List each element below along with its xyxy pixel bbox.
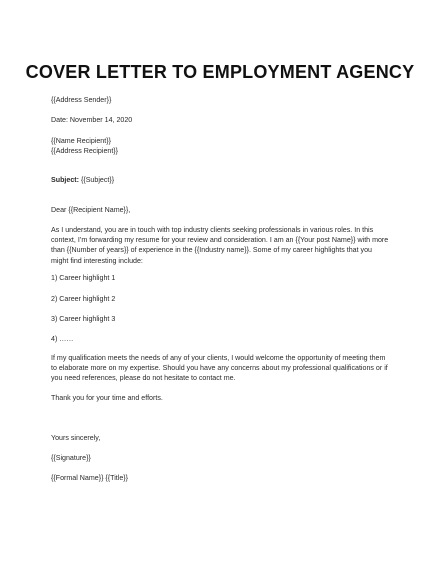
subject-value: {{Subject}}: [78, 176, 115, 184]
name-recipient: {{Name Recipient}}: [51, 137, 111, 145]
formal-name-title: {{Formal Name}} {{Title}}: [51, 474, 129, 482]
highlight-item-2: 2) Career highlight 2: [51, 295, 116, 303]
salutation: Dear {{Recipient Name}},: [51, 206, 131, 214]
paragraph-qualification: If my qualification meets the needs of any of your clients, I would welcome the opportunity of meeting them to elaborate more on my expertise. Should you have any concerns about my professional qualifications or if you need references, please do not hesitate to contact me.: [51, 354, 388, 383]
highlight-item-4: 4) ……: [51, 335, 74, 343]
closing-line: Yours sincerely,: [51, 434, 101, 442]
document-title: COVER LETTER TO EMPLOYMENT AGENCY: [25, 62, 415, 82]
subject-line: [51, 175, 391, 185]
date-line: Date: November 14, 2020: [51, 116, 133, 124]
paragraph-intro: As I understand, you are in touch with top industry clients seeking professionals in various roles. In this context, I’m forwarding my resume for your review and consideration. I am an {{Your post Name}} with more than {{Number of years}} of experience in the {{Industry name}}. Some of my career highlights that you might find interesting include:: [51, 226, 389, 265]
subject-label: Subject:: [51, 176, 79, 184]
thanks-line: Thank you for your time and efforts.: [51, 394, 163, 402]
address-recipient: {{Address Recipient}}: [51, 147, 119, 155]
address-sender: {{Address Sender}}: [51, 96, 112, 104]
signature-placeholder: {{Signature}}: [51, 454, 91, 462]
highlight-item-3: 3) Career highlight 3: [51, 315, 116, 323]
highlight-item-1: 1) Career highlight 1: [51, 274, 116, 282]
